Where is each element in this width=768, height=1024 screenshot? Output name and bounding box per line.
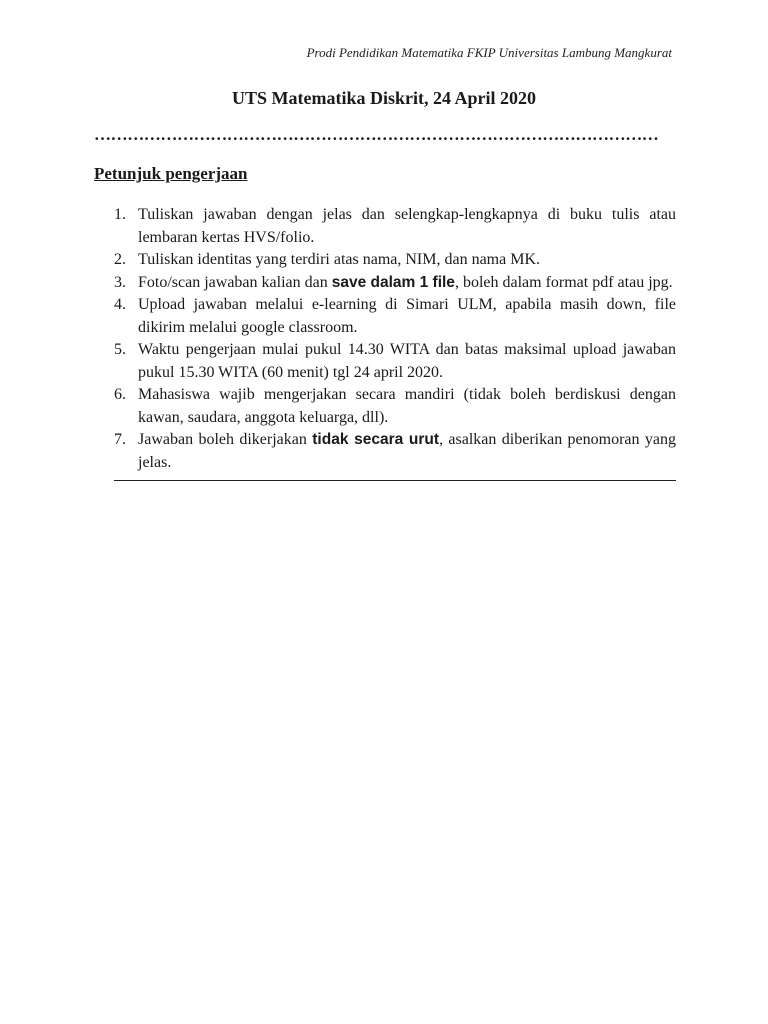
- instruction-text: Tuliskan identitas yang terdiri atas nama, NIM, dan nama MK.: [138, 251, 540, 268]
- instruction-item: [114, 272, 676, 295]
- instruction-number: 4.: [114, 296, 126, 313]
- instruction-item: [114, 429, 676, 474]
- instruction-emphasis: save dalam 1 file: [331, 273, 455, 291]
- instruction-number: 2.: [114, 251, 126, 268]
- instruction-text: Tuliskan jawaban dengan jelas dan selengkap-lengkapnya di buku tulis atau lembaran kertas HVS/folio.: [138, 206, 676, 246]
- section-heading: Petunjuk pengerjaan: [94, 164, 248, 183]
- instruction-number: 6.: [114, 386, 126, 403]
- instruction-emphasis: tidak secara urut: [312, 431, 440, 448]
- instruction-item: [114, 339, 676, 384]
- instruction-text: Foto/scan jawaban kalian dan: [138, 273, 332, 291]
- instruction-text-continued: , boleh dalam format pdf atau jpg.: [454, 273, 673, 291]
- page-title: UTS Matematika Diskrit, 24 April 2020: [232, 88, 536, 108]
- instruction-text: Jawaban boleh dikerjakan: [138, 431, 313, 448]
- instruction-text: Waktu pengerjaan mulai pukul 14.30 WITA dan batas maksimal upload jawaban pukul 15.30 WITA (60 menit) tgl 24 april 2020.: [138, 341, 676, 381]
- instruction-item: [114, 384, 676, 429]
- instruction-text-continued: , asalkan diberikan penomoran yang jelas.: [138, 431, 677, 471]
- dotted-separator: …………………………………………………………………………………………: [94, 125, 659, 144]
- instruction-item: [114, 249, 676, 272]
- instruction-text: Upload jawaban melalui e-learning di Simari ULM, apabila masih down, file dikirim melalui google classroom.: [138, 296, 676, 336]
- instruction-list: [114, 204, 676, 481]
- instruction-item: [114, 204, 676, 249]
- instruction-number: 3.: [114, 273, 126, 291]
- instruction-text: Mahasiswa wajib mengerjakan secara mandiri (tidak boleh berdiskusi dengan kawan, saudara, anggota keluarga, dll).: [138, 386, 676, 426]
- instruction-item: [114, 294, 676, 339]
- instruction-number: 7.: [114, 431, 126, 448]
- instruction-number: 1.: [114, 206, 126, 223]
- instruction-number: 5.: [114, 341, 126, 358]
- header-note: Prodi Pendidikan Matematika FKIP Universitas Lambung Mangkurat: [306, 45, 672, 60]
